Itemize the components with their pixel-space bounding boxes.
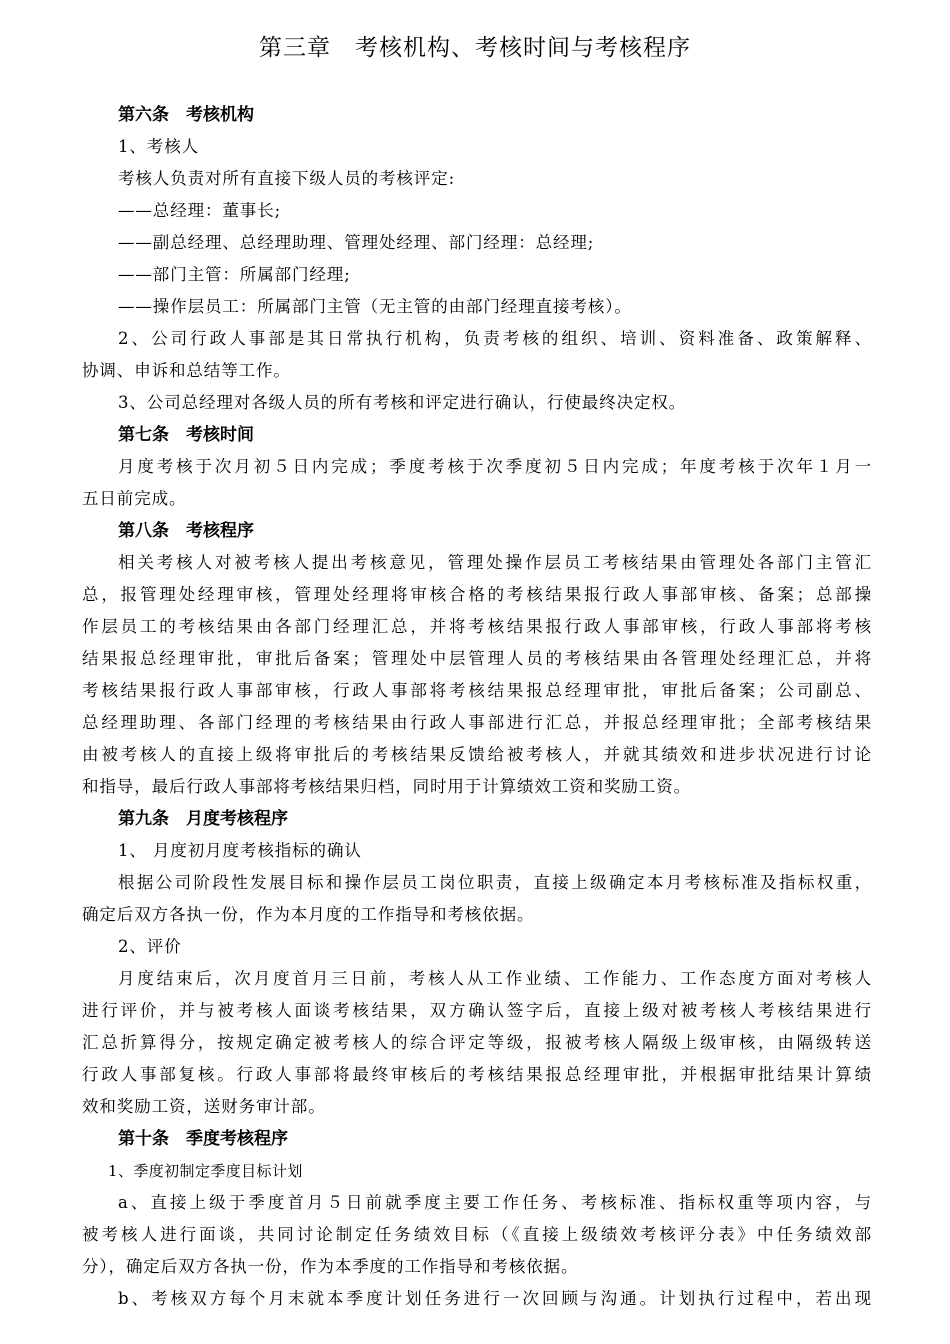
paragraph-line: 效和奖励工资，送财务审计部。 (82, 1097, 326, 1116)
article-heading: 第九条 月度考核程序 (118, 809, 288, 829)
paragraph-line: 分），确定后双方各执一份，作为本季度的工作指导和考核依据。 (82, 1257, 579, 1276)
paragraph-line: ——副总经理、总经理助理、管理处经理、部门经理：总经理; (118, 233, 595, 252)
paragraph-line: 进行评价，并与被考核人面谈考核结果，双方确认签字后，直接上级对被考核人考核结果进行 (82, 1001, 872, 1020)
article-heading: 第七条 考核时间 (118, 425, 254, 445)
paragraph-line: 协调、申诉和总结等工作。 (82, 361, 291, 380)
paragraph-line: ——操作层员工：所属部门主管（无主管的由部门经理直接考核）。 (118, 297, 632, 316)
article-heading: 第六条 考核机构 (118, 105, 254, 125)
paragraph-line: 结果报总经理审批，审批后备案；管理处中层管理人员的考核结果由各管理处经理汇总，并将 (82, 649, 872, 668)
paragraph-line: 总，报管理处经理审核，管理处经理将审核合格的考核结果报行政人事部审核、备案；总部操 (82, 585, 872, 604)
paragraph-line: 1、 月度初月度考核指标的确认 (118, 841, 362, 860)
paragraph-line: 2、公司行政人事部是其日常执行机构，负责考核的组织、培训、资料准备、政策解释、 (118, 329, 872, 348)
paragraph-line: 作层员工的考核结果由各部门经理汇总，并将考核结果报行政人事部审核，行政人事部将考核 (82, 617, 872, 636)
paragraph-line: 1、季度初制定季度目标计划 (108, 1162, 303, 1180)
paragraph-line: a、直接上级于季度首月５日前就季度主要工作任务、考核标准、指标权重等项内容，与 (118, 1193, 872, 1212)
paragraph-line: 由被考核人的直接上级将审批后的考核结果反馈给被考核人，并就其绩效和进步状况进行讨论 (82, 745, 872, 764)
chapter-title: 第三章 考核机构、考核时间与考核程序 (259, 35, 691, 61)
paragraph-line: 汇总折算得分，按规定确定被考核人的综合评定等级，报被考核人隔级上级审核，由隔级转送 (82, 1033, 872, 1052)
paragraph-line: 月度考核于次月初５日内完成；季度考核于次季度初５日内完成；年度考核于次年１月一 (118, 457, 872, 476)
paragraph-line: 五日前完成。 (82, 489, 187, 508)
paragraph-line: ——总经理：董事长; (118, 201, 282, 220)
paragraph-line: ——部门主管：所属部门经理; (118, 265, 351, 284)
paragraph-line: 相关考核人对被考核人提出考核意见，管理处操作层员工考核结果由管理处各部门主管汇 (118, 553, 872, 572)
paragraph-line: 被考核人进行面谈，共同讨论制定任务绩效目标（《直接上级绩效考核评分表》中任务绩效部 (82, 1225, 872, 1244)
paragraph-line: 总经理助理、各部门经理的考核结果由行政人事部进行汇总，并报总经理审批；全部考核结果 (82, 713, 872, 732)
paragraph-line: 根据公司阶段性发展目标和操作层员工岗位职责，直接上级确定本月考核标准及指标权重， (118, 873, 872, 892)
paragraph-line: 行政人事部复核。行政人事部将最终审核后的考核结果报总经理审批，并根据审批结果计算绩 (82, 1065, 872, 1084)
paragraph-line: b、考核双方每个月末就本季度计划任务进行一次回顾与沟通。计划执行过程中，若出现 (118, 1289, 872, 1308)
article-heading: 第八条 考核程序 (118, 521, 254, 541)
paragraph-line: 考核人负责对所有直接下级人员的考核评定: (118, 169, 456, 188)
paragraph-line: 2、评价 (118, 937, 182, 956)
paragraph-line: 1、考核人 (118, 137, 199, 156)
paragraph-line: 考核结果报行政人事部审核，行政人事部将考核结果报总经理审批，审批后备案；公司副总、 (82, 681, 872, 700)
article-heading: 第十条 季度考核程序 (118, 1129, 288, 1149)
paragraph-line: 月度结束后，次月度首月三日前，考核人从工作业绩、工作能力、工作态度方面对考核人 (118, 969, 872, 988)
paragraph-line: 确定后双方各执一份，作为本月度的工作指导和考核依据。 (82, 905, 535, 924)
paragraph-line: 3、公司总经理对各级人员的所有考核和评定进行确认，行使最终决定权。 (118, 393, 687, 412)
document-body (82, 99, 872, 1315)
paragraph-line: 和指导，最后行政人事部将考核结果归档，同时用于计算绩效工资和奖励工资。 (82, 777, 691, 796)
